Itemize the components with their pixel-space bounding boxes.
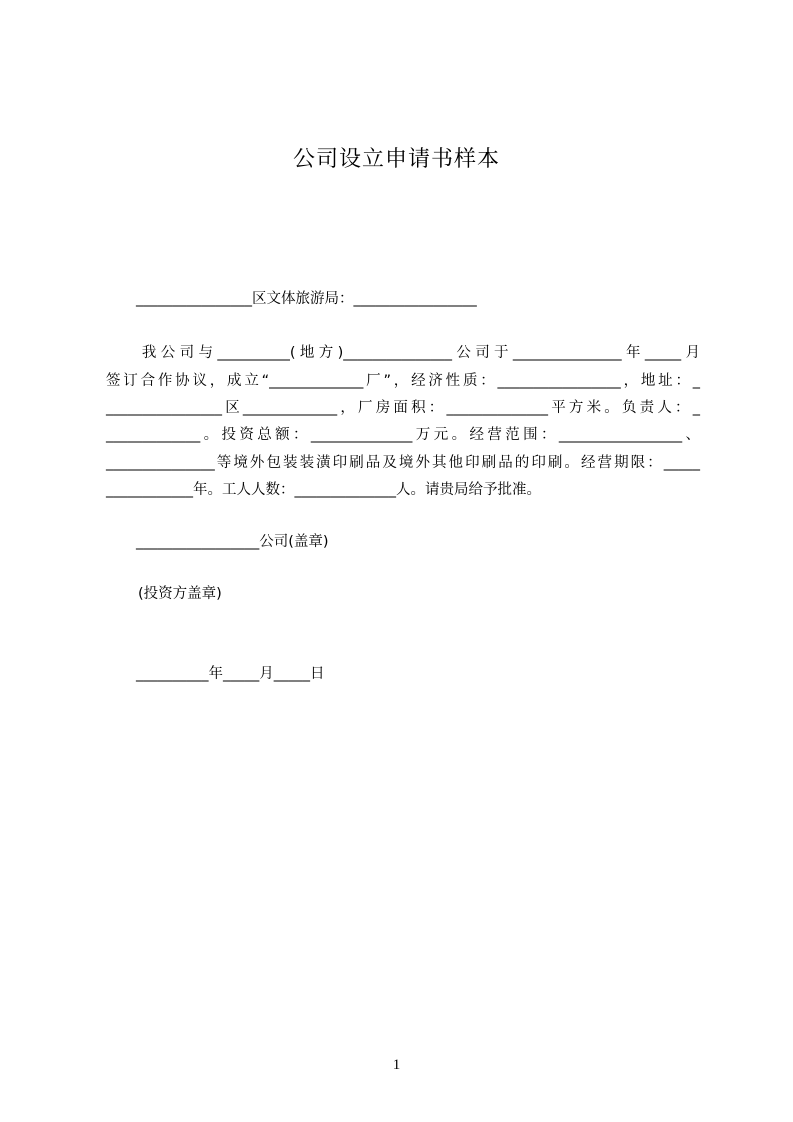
body-line: _______________等境外包装装潢印刷品及境外其他印刷品的印刷。经营期限：_____ xyxy=(106,455,700,471)
addressee-line: ________________区文体旅游局：_________________ xyxy=(136,291,477,307)
page-number: 1 xyxy=(392,1057,401,1073)
company-seal-line: _________________公司(盖章) xyxy=(136,534,329,550)
body-line: 签订合作协议，成立“_____________厂”，经济性质：_________________，地址：_ xyxy=(106,373,700,389)
date-line: __________年_____月_____日 xyxy=(136,666,325,682)
body-line: ________________区_____________，厂房面积：______________平方米。负责人：_ xyxy=(106,400,700,416)
document-title: 公司设立申请书样本 xyxy=(292,147,500,172)
body-line: 我公司与__________(地方)_______________公司于_______________年_____月 xyxy=(106,345,700,361)
body-line: ____________年。工人人数：______________人。请贵局给予批准。 xyxy=(106,482,541,498)
investor-seal-line: (投资方盖章) xyxy=(138,586,222,602)
body-line: _____________。投资总额：______________万元。经营范围：_________________、 xyxy=(106,427,700,443)
